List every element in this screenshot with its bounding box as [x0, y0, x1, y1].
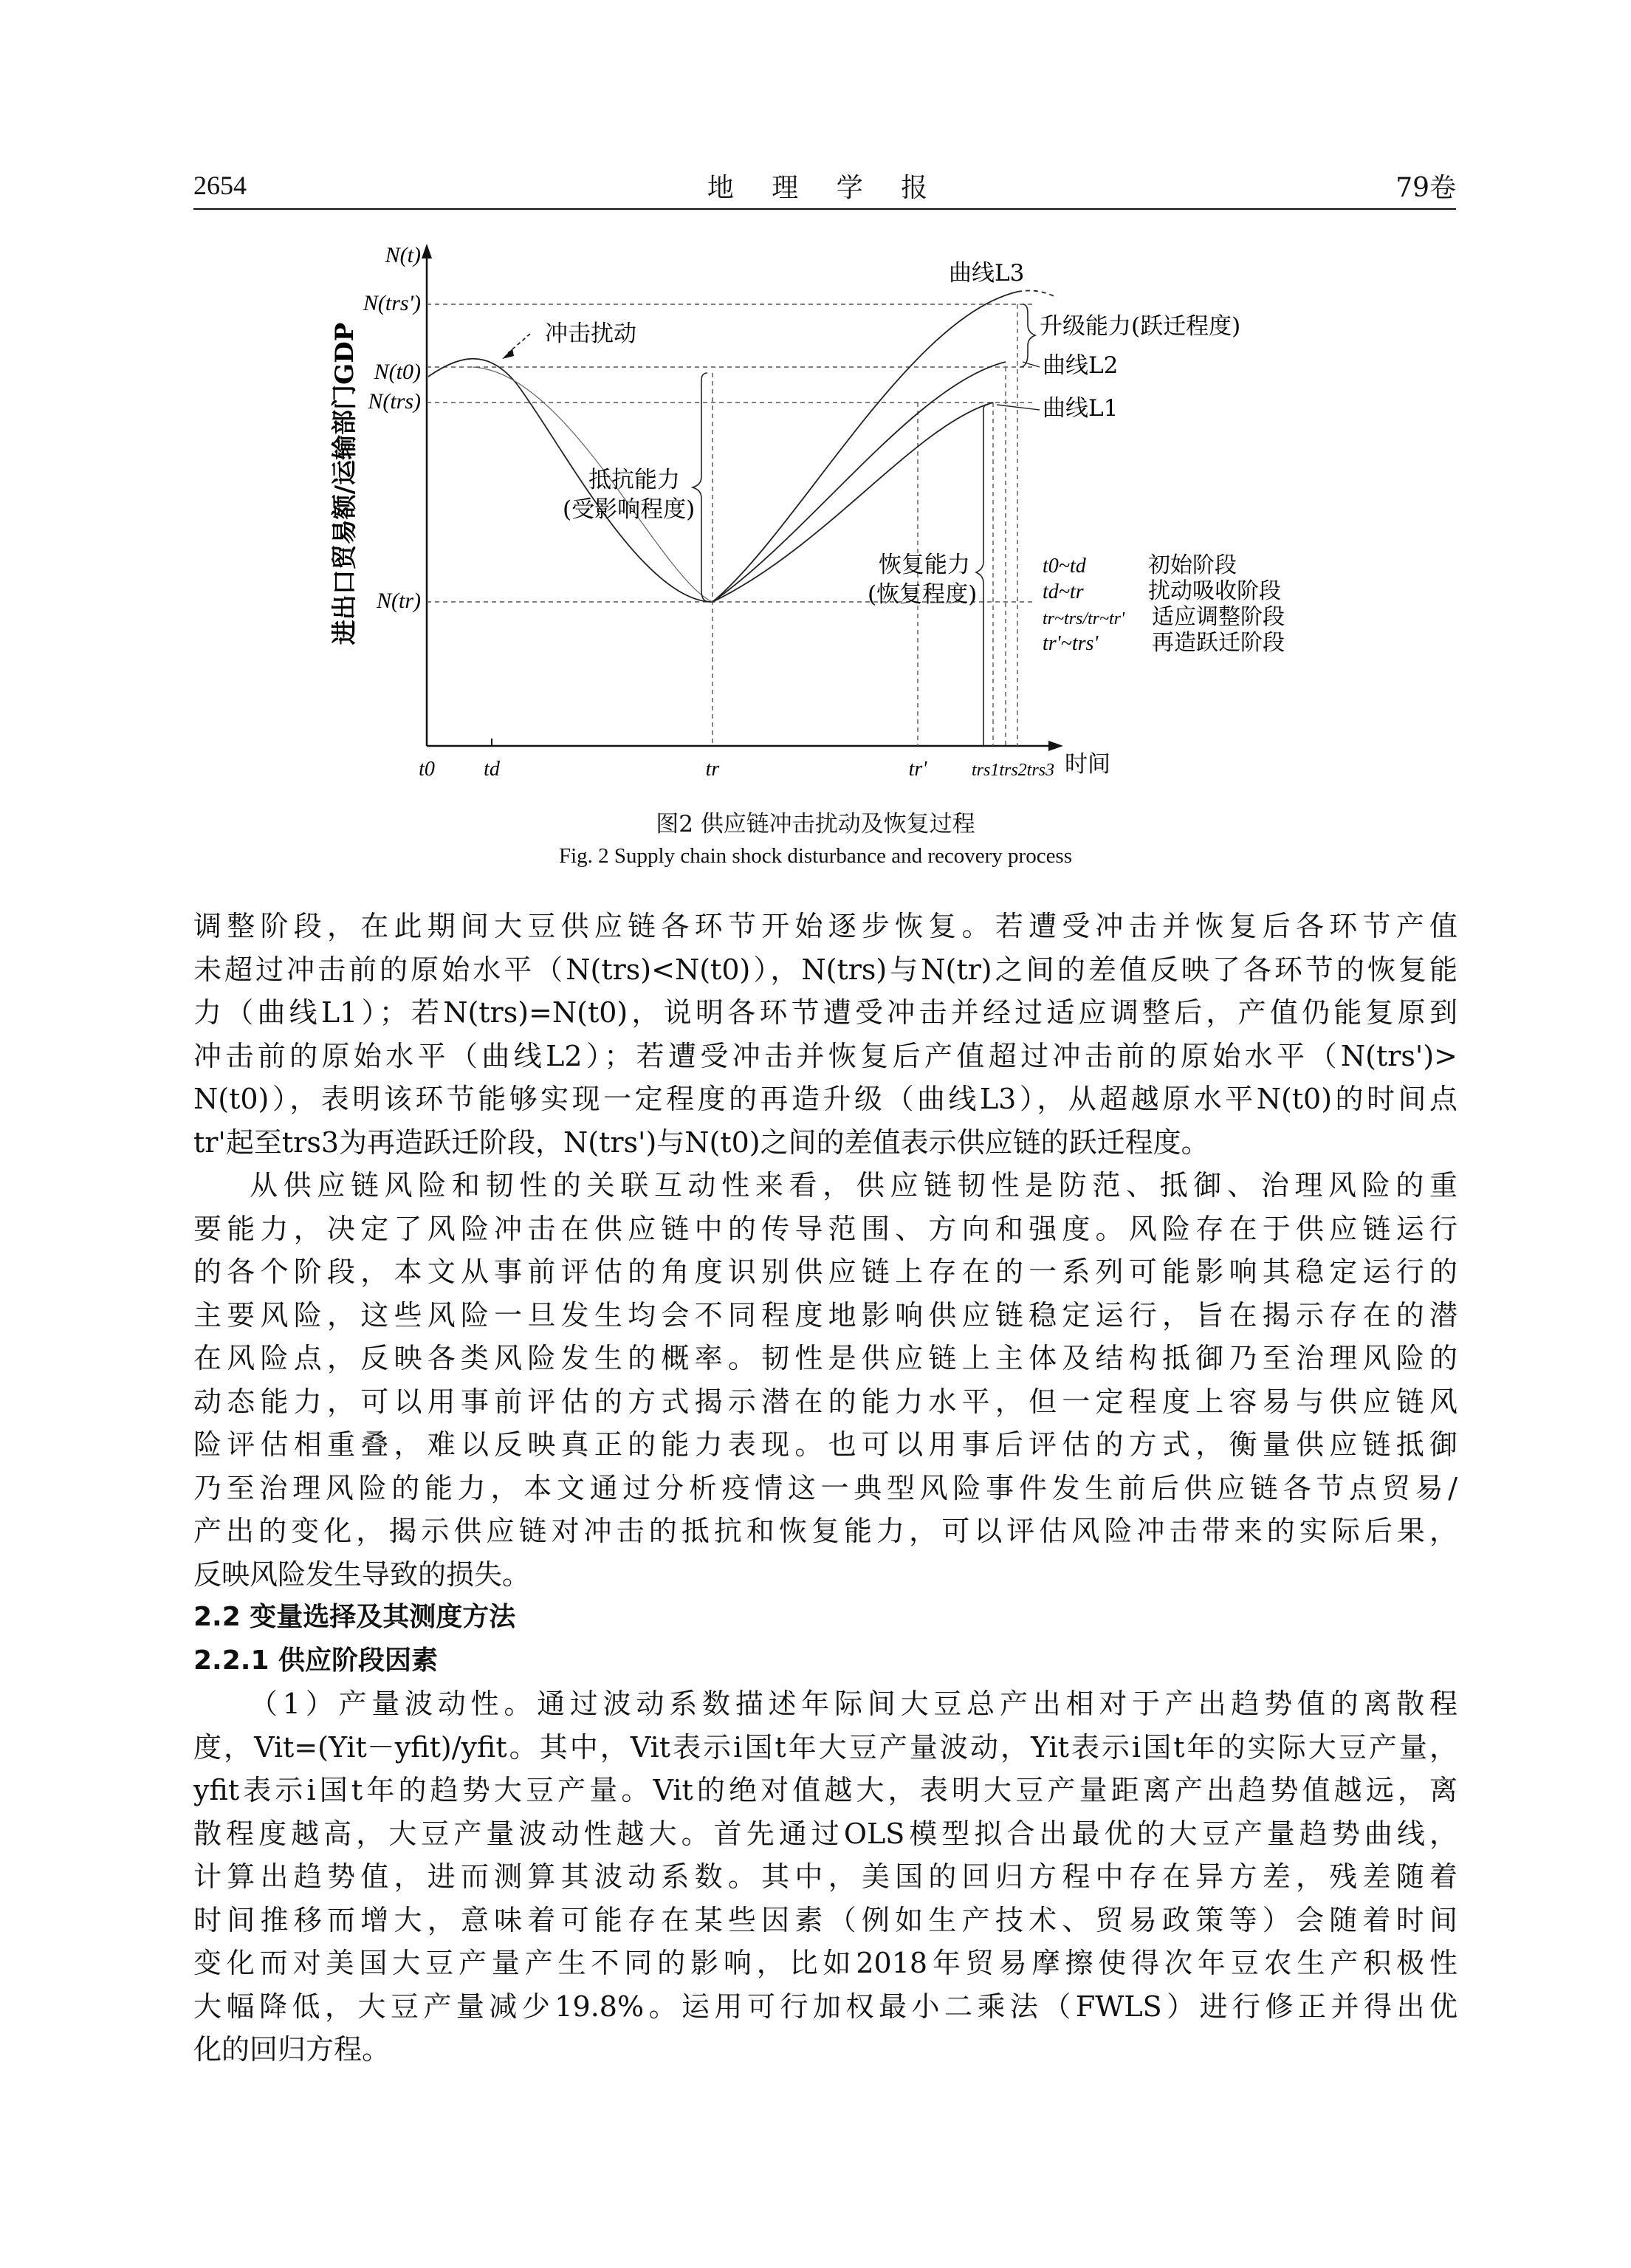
text-line: 化的回归方程。: [193, 2033, 391, 2066]
page-number: 2654: [193, 171, 247, 200]
text-line: 时间推移而增大，意味着可能存在某些因素（例如生产技术、贸易政策等）会随着时间: [193, 1903, 1457, 1936]
figure-caption-zh: 图2 供应链冲击扰动及恢复过程: [656, 811, 975, 837]
body-text: [193, 905, 1457, 2072]
text-line: 从供应链风险和韧性的关联互动性来看，供应链韧性是防范、抵御、治理风险的重: [250, 1169, 1457, 1202]
legend-range-2: td~tr: [1043, 580, 1084, 603]
text-line: （1）产量波动性。通过波动系数描述年际间大豆总产出相对于产出趋势值的离散程: [250, 1688, 1457, 1720]
legend-range-1: t0~td: [1043, 555, 1086, 578]
shock-arrow-head: [502, 349, 514, 359]
journal-title: 地 理 学 报: [707, 173, 943, 203]
paragraph-2: [193, 1164, 1457, 1596]
label-curve-l2: 曲线L2: [1043, 352, 1119, 379]
recover-brace: [976, 405, 988, 746]
supply-chain-figure: [0, 0, 1631, 805]
x-label-t0: t0: [419, 758, 435, 781]
y-label-ntrs-prime: N(trs'): [363, 291, 421, 315]
label-resist-1: 抵抗能力: [588, 467, 680, 493]
text-line: 力（曲线L1）；若N(trs)=N(t0)，说明各环节遭受冲击并经过适应调整后，产值仍能复原到: [193, 996, 1457, 1029]
x-label-tr-prime: tr': [908, 758, 927, 781]
text-line: 变化而对美国大豆产量产生不同的影响，比如2018年贸易摩擦使得次年豆农生产积极性: [193, 1947, 1457, 1979]
x-label-tr: tr: [705, 758, 720, 781]
section-heading-2-2-1: 2.2.1 供应阶段因素: [193, 1645, 439, 1676]
text-line: 险评估相重叠，难以反映真正的能力表现。也可以用事后评估的方式，衡量供应链抵御: [193, 1428, 1457, 1461]
l1-pointer: [997, 405, 1040, 410]
text-line: 大幅降低，大豆产量减少19.8%。运用可行加权最小二乘法（FWLS）进行修正并得出优: [193, 1990, 1457, 2023]
text-line: 散程度越高，大豆产量波动性越大。首先通过OLS模型拟合出最优的大豆产量趋势曲线，: [193, 1817, 1457, 1850]
text-line: tr'起至trs3为再造跃迁阶段，N(trs')与N(t0)之间的差值表示供应链的跃迁程度。: [193, 1126, 1209, 1159]
text-line: 调整阶段，在此期间大豆供应链各环节开始逐步恢复。若遭受冲击并恢复后各环节产值: [193, 910, 1457, 942]
label-resist-2: (受影响程度): [563, 496, 696, 523]
text-line: 主要风险，这些风险一旦发生均会不同程度地影响供应链稳定运行，旨在揭示存在的潜: [193, 1298, 1457, 1332]
x-label-trs: trs1trs2trs3: [971, 761, 1055, 780]
curve-l3-dash: [1017, 290, 1056, 297]
legend-stage-2: 扰动吸收阶段: [1148, 578, 1281, 604]
x-axis-arrow: [1048, 741, 1063, 751]
legend-range-3: tr~trs/tr~tr': [1043, 609, 1125, 628]
text-line: 未超过冲击前的原始水平（N(trs)<N(t0)），N(trs)与N(tr)之间的差值反映了各环节的恢复能: [193, 953, 1457, 986]
text-line: 计算出趋势值，进而测算其波动系数。其中，美国的回归方程中存在异方差，残差随着: [193, 1860, 1457, 1893]
label-curve-l1: 曲线L1: [1043, 395, 1119, 422]
text-line: 要能力，决定了风险冲击在供应链中的传导范围、方向和强度。风险存在于供应链运行: [193, 1212, 1457, 1245]
y-label-ntr: N(tr): [377, 589, 421, 613]
text-line: 乃至治理风险的能力，本文通过分析疫情这一典型风险事件发生前后供应链各节点贸易/: [193, 1471, 1457, 1504]
text-line: 产出的变化，揭示供应链对冲击的抵抗和恢复能力，可以评估风险冲击带来的实际后果，: [193, 1515, 1457, 1547]
x-axis-title: 时间: [1065, 751, 1110, 778]
legend-stage-3: 适应调整阶段: [1152, 604, 1285, 630]
paragraph-3: [193, 1682, 1457, 2072]
resist-brace: [693, 373, 710, 602]
upgrade-brace: [1020, 304, 1035, 367]
y-axis-title: 进出口贸易额/运输部门GDP: [330, 322, 360, 645]
text-line: 动态能力，可以用事前评估的方式揭示潜在的能力水平，但一定程度上容易与供应链风: [193, 1385, 1457, 1418]
legend-stage-4: 再造跃迁阶段: [1152, 630, 1285, 656]
paragraph-1: [193, 905, 1457, 1164]
label-shock: 冲击扰动: [545, 321, 636, 347]
text-line: N(t0)），表明该环节能够实现一定程度的再造升级（曲线L3），从超越原水平N(t0)的时间点: [193, 1083, 1457, 1115]
curve-l3: [713, 292, 1017, 602]
y-label-ntrs: N(trs): [368, 389, 421, 414]
label-recover-1: 恢复能力: [879, 552, 970, 578]
volume-label: 79卷: [1395, 173, 1456, 203]
section-heading-2-2: 2.2 变量选择及其测度方法: [193, 1602, 516, 1632]
label-recover-2: (恢复程度): [868, 581, 978, 608]
text-line: 的各个阶段，本文从事前评估的角度识别供应链上存在的一系列可能影响其稳定运行的: [193, 1255, 1457, 1288]
text-line: 反映风险发生导致的损失。: [193, 1558, 531, 1591]
text-line: 度，Vit=(Yit－yfit)/yfit。其中，Vit表示i国t年大豆产量波动，Yit表示i国t年的实际大豆产量，: [193, 1730, 1457, 1764]
legend-stage-1: 初始阶段: [1148, 552, 1237, 578]
text-line: yfit表示i国t年的趋势大豆产量。Vit的绝对值越大，表明大豆产量距离产出趋势值越远，离: [193, 1774, 1457, 1806]
y-label-nt: N(t): [385, 243, 421, 267]
text-line: 冲击前的原始水平（曲线L2）；若遭受冲击并恢复后产值超过冲击前的原始水平（N(trs')>: [193, 1039, 1457, 1072]
label-curve-l3: 曲线L3: [949, 260, 1025, 287]
x-label-td: td: [484, 758, 500, 781]
figure-caption-en: Fig. 2 Supply chain shock disturbance and recovery process: [558, 844, 1073, 868]
legend-range-4: tr'~trs': [1043, 632, 1099, 655]
text-line: 在风险点，反映各类风险发生的概率。韧性是供应链上主体及结构抵御乃至治理风险的: [193, 1342, 1457, 1374]
label-upgrade: 升级能力(跃迁程度): [1040, 313, 1241, 340]
y-axis-arrow: [422, 244, 432, 258]
y-label-nt0: N(t0): [374, 360, 421, 384]
